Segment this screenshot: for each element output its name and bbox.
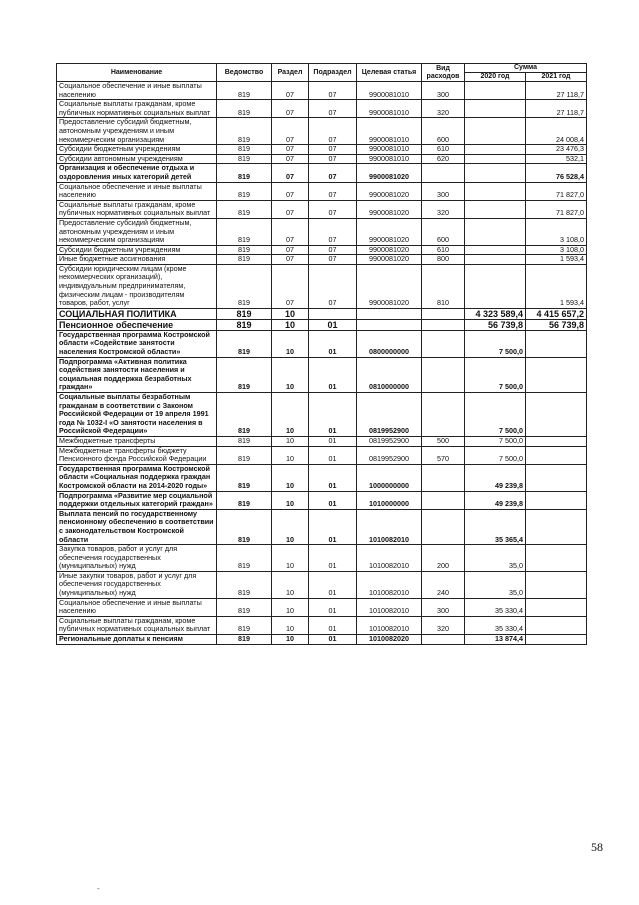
row-sum-2020: 13 874,4 xyxy=(465,635,526,645)
row-sum-2021: 1 593,4 xyxy=(526,264,587,308)
row-expense-type xyxy=(422,308,465,319)
row-sum-2021 xyxy=(526,635,587,645)
row-target: 1000000000 xyxy=(357,464,422,491)
row-name: Субсидии бюджетным учреждениям xyxy=(57,145,217,155)
row-expense-type: 610 xyxy=(422,245,465,255)
row-section: 10 xyxy=(272,598,309,616)
row-expense-type: 610 xyxy=(422,145,465,155)
row-sum-2020 xyxy=(465,118,526,145)
table-row xyxy=(57,330,587,357)
header-ministry: Ведомство xyxy=(217,64,272,82)
row-section: 10 xyxy=(272,491,309,509)
row-sum-2021 xyxy=(526,545,587,572)
row-sum-2020 xyxy=(465,154,526,164)
table-row xyxy=(57,571,587,598)
header-year-2021: 2021 год xyxy=(526,73,587,82)
row-sum-2020 xyxy=(465,182,526,200)
row-target: 0810000000 xyxy=(357,357,422,392)
row-section: 10 xyxy=(272,509,309,544)
row-name: Организация и обеспечение отдыха и оздоровления иных категорий детей xyxy=(57,164,217,182)
row-ministry: 819 xyxy=(217,319,272,330)
table-row xyxy=(57,319,587,330)
row-target: 9900081010 xyxy=(357,100,422,118)
row-sum-2020: 7 500,0 xyxy=(465,330,526,357)
row-name: Социальное обеспечение и иные выплаты населению xyxy=(57,598,217,616)
row-section: 10 xyxy=(272,635,309,645)
row-name: Государственная программа Костромской области «Содействие занятости населения Костромской области» xyxy=(57,330,217,357)
row-sum-2020: 7 500,0 xyxy=(465,436,526,446)
row-target: 9900081020 xyxy=(357,218,422,245)
header-sum: Сумма xyxy=(465,64,587,73)
header-expense-type: Вид расходов xyxy=(422,64,465,82)
row-name: Социальные выплаты гражданам, кроме публичных нормативных социальных выплат xyxy=(57,100,217,118)
row-target: 9900081020 xyxy=(357,164,422,182)
row-section: 10 xyxy=(272,616,309,634)
row-name: Иные закупки товаров, работ и услуг для обеспечения государственных (муниципальных) нужд xyxy=(57,571,217,598)
table-row xyxy=(57,308,587,319)
row-section: 07 xyxy=(272,264,309,308)
row-target: 9900081020 xyxy=(357,264,422,308)
row-ministry: 819 xyxy=(217,245,272,255)
row-sum-2020: 35 365,4 xyxy=(465,509,526,544)
table-row xyxy=(57,545,587,572)
row-section: 10 xyxy=(272,319,309,330)
row-name: Региональные доплаты к пенсиям xyxy=(57,635,217,645)
row-subsection: 07 xyxy=(309,164,357,182)
row-section: 07 xyxy=(272,164,309,182)
row-ministry: 819 xyxy=(217,635,272,645)
row-sum-2020: 7 500,0 xyxy=(465,393,526,437)
row-section: 07 xyxy=(272,182,309,200)
row-sum-2021: 27 118,7 xyxy=(526,82,587,100)
row-subsection: 01 xyxy=(309,436,357,446)
row-expense-type: 300 xyxy=(422,182,465,200)
row-sum-2021: 3 108,0 xyxy=(526,245,587,255)
row-name: Социальное обеспечение и иные выплаты населению xyxy=(57,82,217,100)
row-expense-type xyxy=(422,330,465,357)
row-sum-2021 xyxy=(526,571,587,598)
row-name: Социальные выплаты гражданам, кроме публичных нормативных социальных выплат xyxy=(57,616,217,634)
row-name: Предоставление субсидий бюджетным, автономным учреждениям и иным некоммерческим организациям xyxy=(57,218,217,245)
row-ministry: 819 xyxy=(217,436,272,446)
row-expense-type: 320 xyxy=(422,100,465,118)
row-name: Субсидии юридическим лицам (кроме некоммерческих организаций), индивидуальным предпринимателям, физическим лицам - производителям товаров, работ, услуг xyxy=(57,264,217,308)
row-ministry: 819 xyxy=(217,82,272,100)
row-ministry: 819 xyxy=(217,509,272,544)
row-sum-2020 xyxy=(465,164,526,182)
row-subsection: 01 xyxy=(309,330,357,357)
row-sum-2020 xyxy=(465,200,526,218)
row-ministry: 819 xyxy=(217,154,272,164)
row-subsection: 07 xyxy=(309,245,357,255)
row-section: 07 xyxy=(272,154,309,164)
row-ministry: 819 xyxy=(217,200,272,218)
row-expense-type: 810 xyxy=(422,264,465,308)
table-row xyxy=(57,245,587,255)
row-ministry: 819 xyxy=(217,182,272,200)
table-row xyxy=(57,436,587,446)
row-expense-type: 600 xyxy=(422,118,465,145)
row-sum-2021: 532,1 xyxy=(526,154,587,164)
row-sum-2021 xyxy=(526,598,587,616)
row-section: 10 xyxy=(272,357,309,392)
row-expense-type xyxy=(422,464,465,491)
row-sum-2021 xyxy=(526,357,587,392)
table-row xyxy=(57,218,587,245)
row-sum-2020: 35 330,4 xyxy=(465,598,526,616)
row-sum-2021: 71 827,0 xyxy=(526,200,587,218)
row-subsection: 07 xyxy=(309,118,357,145)
row-sum-2021: 76 528,4 xyxy=(526,164,587,182)
row-name: Закупка товаров, работ и услуг для обеспечения государственных (муниципальных) нужд xyxy=(57,545,217,572)
row-subsection: 07 xyxy=(309,218,357,245)
row-ministry: 819 xyxy=(217,616,272,634)
row-sum-2021 xyxy=(526,491,587,509)
row-ministry: 819 xyxy=(217,100,272,118)
row-target: 9900081010 xyxy=(357,145,422,155)
table-row xyxy=(57,264,587,308)
row-target: 1010082020 xyxy=(357,635,422,645)
row-sum-2021 xyxy=(526,464,587,491)
row-name: Межбюджетные трансферты бюджету Пенсионного фонда Российской Федерации xyxy=(57,446,217,464)
row-expense-type: 300 xyxy=(422,82,465,100)
row-sum-2021 xyxy=(526,393,587,437)
row-ministry: 819 xyxy=(217,491,272,509)
table-row xyxy=(57,393,587,437)
row-sum-2020: 35,0 xyxy=(465,545,526,572)
row-section: 07 xyxy=(272,200,309,218)
row-ministry: 819 xyxy=(217,393,272,437)
row-sum-2020 xyxy=(465,264,526,308)
header-name: Наименование xyxy=(57,64,217,82)
row-name: Субсидии бюджетным учреждениям xyxy=(57,245,217,255)
row-ministry: 819 xyxy=(217,545,272,572)
table-row xyxy=(57,118,587,145)
table-row xyxy=(57,145,587,155)
row-expense-type xyxy=(422,635,465,645)
table-row xyxy=(57,82,587,100)
table-row xyxy=(57,598,587,616)
row-sum-2020 xyxy=(465,100,526,118)
row-name: Выплата пенсий по государственному пенсионному обеспечению в соответствии с законодательством Костромской области xyxy=(57,509,217,544)
row-name: Социальные выплаты безработным гражданам в соответствии с Законом Российской Федерации от 19 апреля 1991 года № 1032-I «О занятости населения в Российской Федерации» xyxy=(57,393,217,437)
row-section: 07 xyxy=(272,82,309,100)
page-number: 58 xyxy=(591,840,603,854)
row-subsection: 07 xyxy=(309,182,357,200)
row-sum-2021: 27 118,7 xyxy=(526,100,587,118)
row-target: 9900081010 xyxy=(357,154,422,164)
row-target: 9900081010 xyxy=(357,82,422,100)
header-target: Целевая статья xyxy=(357,64,422,82)
row-subsection: 07 xyxy=(309,264,357,308)
table-row xyxy=(57,616,587,634)
row-sum-2020: 49 239,8 xyxy=(465,491,526,509)
row-target xyxy=(357,308,422,319)
row-target: 1010082010 xyxy=(357,545,422,572)
row-sum-2020: 4 323 589,4 xyxy=(465,308,526,319)
table-row xyxy=(57,182,587,200)
row-sum-2020: 35 330,4 xyxy=(465,616,526,634)
row-sum-2020: 7 500,0 xyxy=(465,446,526,464)
row-sum-2021: 3 108,0 xyxy=(526,218,587,245)
row-ministry: 819 xyxy=(217,357,272,392)
row-subsection: 07 xyxy=(309,200,357,218)
row-ministry: 819 xyxy=(217,164,272,182)
row-expense-type: 320 xyxy=(422,616,465,634)
row-subsection: 01 xyxy=(309,491,357,509)
row-ministry: 819 xyxy=(217,218,272,245)
row-name: Предоставление субсидий бюджетным, автономным учреждениям и иным некоммерческим организациям xyxy=(57,118,217,145)
row-target: 9900081020 xyxy=(357,182,422,200)
row-section: 10 xyxy=(272,330,309,357)
row-section: 10 xyxy=(272,571,309,598)
table-row xyxy=(57,464,587,491)
row-expense-type: 620 xyxy=(422,154,465,164)
row-ministry: 819 xyxy=(217,264,272,308)
row-name: СОЦИАЛЬНАЯ ПОЛИТИКА xyxy=(57,308,217,319)
row-expense-type: 240 xyxy=(422,571,465,598)
row-target: 0819952900 xyxy=(357,393,422,437)
row-name: Подпрограмма «Активная политика содействия занятости населения и социальная поддержка безработных граждан» xyxy=(57,357,217,392)
row-name: Иные бюджетные ассигнования xyxy=(57,255,217,265)
table-row xyxy=(57,164,587,182)
row-name: Пенсионное обеспечение xyxy=(57,319,217,330)
row-subsection: 01 xyxy=(309,571,357,598)
row-ministry: 819 xyxy=(217,330,272,357)
row-name: Подпрограмма «Развитие мер социальной поддержки отдельных категорий граждан» xyxy=(57,491,217,509)
row-sum-2021 xyxy=(526,509,587,544)
row-target: 1010082010 xyxy=(357,598,422,616)
row-section: 07 xyxy=(272,255,309,265)
row-ministry: 819 xyxy=(217,598,272,616)
row-sum-2020: 49 239,8 xyxy=(465,464,526,491)
row-target: 1010000000 xyxy=(357,491,422,509)
row-target: 9900081010 xyxy=(357,118,422,145)
row-ministry: 819 xyxy=(217,145,272,155)
row-sum-2021 xyxy=(526,616,587,634)
row-expense-type xyxy=(422,357,465,392)
row-sum-2021: 4 415 657,2 xyxy=(526,308,587,319)
row-expense-type: 200 xyxy=(422,545,465,572)
header-year-2020: 2020 год xyxy=(465,73,526,82)
table-body xyxy=(57,82,587,645)
row-subsection: 01 xyxy=(309,464,357,491)
row-subsection: 01 xyxy=(309,357,357,392)
row-sum-2021: 23 476,3 xyxy=(526,145,587,155)
row-target: 9900081020 xyxy=(357,200,422,218)
row-expense-type: 500 xyxy=(422,436,465,446)
row-subsection xyxy=(309,308,357,319)
table-row xyxy=(57,200,587,218)
row-expense-type: 320 xyxy=(422,200,465,218)
row-sum-2021: 1 593,4 xyxy=(526,255,587,265)
row-sum-2020: 35,0 xyxy=(465,571,526,598)
row-sum-2021: 71 827,0 xyxy=(526,182,587,200)
row-target: 0819952900 xyxy=(357,436,422,446)
row-sum-2020 xyxy=(465,82,526,100)
row-ministry: 819 xyxy=(217,308,272,319)
stray-mark: - xyxy=(97,884,100,893)
row-target: 9900081020 xyxy=(357,255,422,265)
table-row xyxy=(57,255,587,265)
row-target xyxy=(357,319,422,330)
row-section: 07 xyxy=(272,218,309,245)
row-ministry: 819 xyxy=(217,118,272,145)
row-subsection: 07 xyxy=(309,255,357,265)
row-target: 0819952900 xyxy=(357,446,422,464)
table-row xyxy=(57,100,587,118)
table-row xyxy=(57,446,587,464)
row-subsection: 07 xyxy=(309,82,357,100)
row-expense-type xyxy=(422,509,465,544)
row-name: Субсидии автономным учреждениям xyxy=(57,154,217,164)
row-expense-type: 300 xyxy=(422,598,465,616)
row-name: Государственная программа Костромской области «Социальная поддержка граждан Костромской области на 2014-2020 годы» xyxy=(57,464,217,491)
budget-table xyxy=(56,63,587,645)
table-row xyxy=(57,635,587,645)
row-section: 10 xyxy=(272,308,309,319)
row-expense-type xyxy=(422,164,465,182)
row-name: Социальные выплаты гражданам, кроме публичных нормативных социальных выплат xyxy=(57,200,217,218)
row-sum-2021 xyxy=(526,330,587,357)
row-subsection: 01 xyxy=(309,635,357,645)
row-sum-2020 xyxy=(465,245,526,255)
row-sum-2020: 56 739,8 xyxy=(465,319,526,330)
row-subsection: 07 xyxy=(309,145,357,155)
row-expense-type: 570 xyxy=(422,446,465,464)
row-section: 07 xyxy=(272,145,309,155)
row-expense-type xyxy=(422,319,465,330)
row-sum-2020 xyxy=(465,145,526,155)
row-section: 10 xyxy=(272,446,309,464)
row-subsection: 01 xyxy=(309,319,357,330)
row-sum-2021: 56 739,8 xyxy=(526,319,587,330)
row-section: 10 xyxy=(272,436,309,446)
row-ministry: 819 xyxy=(217,255,272,265)
row-subsection: 01 xyxy=(309,509,357,544)
row-subsection: 07 xyxy=(309,100,357,118)
row-subsection: 01 xyxy=(309,616,357,634)
row-section: 07 xyxy=(272,100,309,118)
row-section: 10 xyxy=(272,545,309,572)
table-row xyxy=(57,509,587,544)
row-subsection: 01 xyxy=(309,598,357,616)
table-row xyxy=(57,491,587,509)
row-sum-2020 xyxy=(465,218,526,245)
row-sum-2021: 24 008,4 xyxy=(526,118,587,145)
row-ministry: 819 xyxy=(217,571,272,598)
row-ministry: 819 xyxy=(217,446,272,464)
row-subsection: 01 xyxy=(309,545,357,572)
row-sum-2020 xyxy=(465,255,526,265)
table-row xyxy=(57,154,587,164)
row-section: 07 xyxy=(272,118,309,145)
row-section: 10 xyxy=(272,393,309,437)
row-expense-type: 600 xyxy=(422,218,465,245)
header-section: Раздел xyxy=(272,64,309,82)
row-target: 1010082010 xyxy=(357,509,422,544)
row-target: 9900081020 xyxy=(357,245,422,255)
table-row xyxy=(57,357,587,392)
row-name: Социальное обеспечение и иные выплаты населению xyxy=(57,182,217,200)
row-subsection: 01 xyxy=(309,446,357,464)
row-sum-2020: 7 500,0 xyxy=(465,357,526,392)
row-target: 1010082010 xyxy=(357,616,422,634)
row-sum-2021 xyxy=(526,436,587,446)
row-section: 10 xyxy=(272,464,309,491)
row-section: 07 xyxy=(272,245,309,255)
row-subsection: 01 xyxy=(309,393,357,437)
row-target: 0800000000 xyxy=(357,330,422,357)
row-name: Межбюджетные трансферты xyxy=(57,436,217,446)
row-expense-type: 800 xyxy=(422,255,465,265)
row-target: 1010082010 xyxy=(357,571,422,598)
row-ministry: 819 xyxy=(217,464,272,491)
header-subsection: Подраздел xyxy=(309,64,357,82)
row-expense-type xyxy=(422,491,465,509)
row-expense-type xyxy=(422,393,465,437)
row-subsection: 07 xyxy=(309,154,357,164)
row-sum-2021 xyxy=(526,446,587,464)
